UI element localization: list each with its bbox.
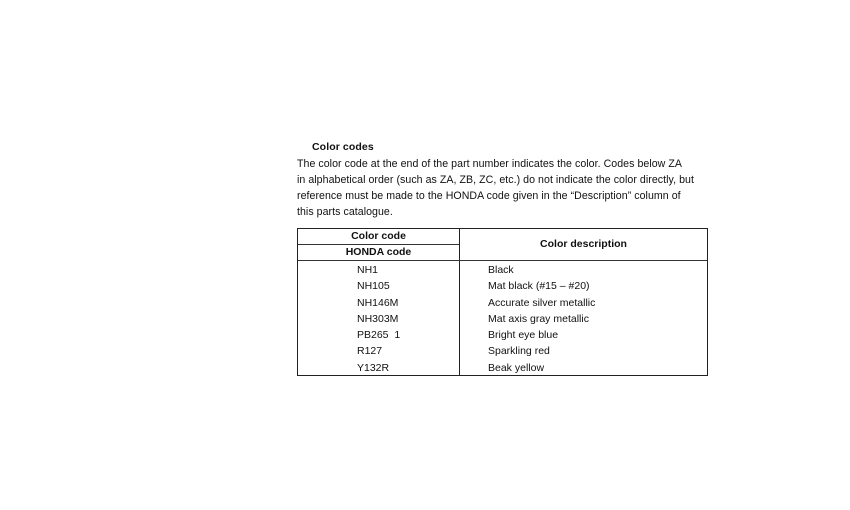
table-row — [298, 360, 707, 376]
honda-code-cell: NH146M — [357, 296, 399, 309]
color-description-cell: Black — [488, 264, 514, 276]
intro-line: reference must be made to the HONDA code given in the “Description” column of — [297, 190, 681, 202]
color-description-cell: Accurate silver metallic — [488, 296, 596, 309]
intro-line: this parts catalogue. — [297, 206, 393, 218]
honda-code-cell: Y132R — [357, 361, 390, 374]
table-body — [298, 262, 707, 376]
color-description-cell: Beak yellow — [488, 361, 545, 374]
intro-line: in alphabetical order (such as ZA, ZB, ZC, etc.) do not indicate the color directly, but — [297, 174, 694, 186]
section-title: Color codes — [312, 141, 374, 153]
honda-code-cell: PB265 1 — [357, 329, 401, 342]
table-row — [298, 343, 707, 359]
header-honda-code: HONDA code — [345, 246, 412, 258]
color-description-cell: Mat axis gray metallic — [488, 312, 589, 325]
intro-paragraph — [297, 156, 715, 220]
honda-code-cell: NH303M — [357, 312, 399, 325]
color-code-table — [297, 228, 708, 376]
table-row — [298, 278, 707, 294]
header-color-description: Color description — [540, 238, 627, 250]
honda-code-cell: NH1 — [357, 264, 379, 276]
color-description-cell: Mat black (#15 – #20) — [488, 280, 590, 293]
header-divider — [298, 260, 707, 261]
honda-code-cell: R127 — [357, 345, 383, 358]
table-row — [298, 295, 707, 311]
header-color-code: Color code — [351, 230, 406, 242]
intro-line: The color code at the end of the part number indicates the color. Codes below ZA — [297, 158, 683, 170]
table-row — [298, 327, 707, 343]
table-row — [298, 262, 707, 278]
color-description-cell: Sparkling red — [488, 345, 550, 358]
honda-code-cell: NH105 — [357, 280, 390, 293]
color-description-cell: Bright eye blue — [488, 329, 559, 342]
header-left-divider — [298, 244, 459, 245]
table-row — [298, 311, 707, 327]
